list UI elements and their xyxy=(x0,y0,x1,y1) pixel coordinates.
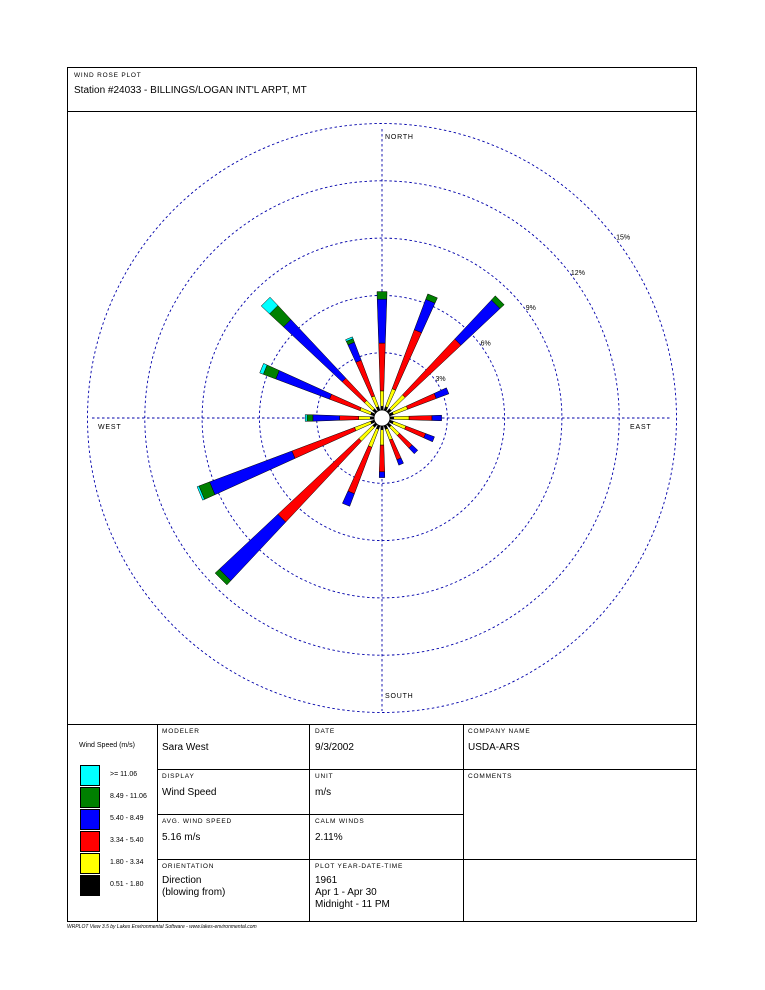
petal-sse-bin-3 xyxy=(389,439,401,460)
ring-label-12: 12% xyxy=(570,269,585,277)
petal-sw-bin-3 xyxy=(278,439,362,523)
petal-wnw-bin-3 xyxy=(330,394,362,410)
petal-ese-bin-2 xyxy=(392,421,406,429)
ring-labels-group xyxy=(435,235,630,383)
ring-label-6: 6% xyxy=(480,340,491,348)
petal-ssw-bin-4 xyxy=(342,491,354,506)
petal-w-bin-4 xyxy=(313,415,340,421)
avg-speed-label: AVG. WIND SPEED xyxy=(162,818,233,825)
petal-se-bin-3 xyxy=(397,433,412,448)
ring-label-15: 15% xyxy=(616,234,631,242)
legend-title: Wind Speed (m/s) xyxy=(79,742,136,749)
petal-w-bin-6 xyxy=(305,415,307,422)
orientation-label: ORIENTATION xyxy=(162,863,215,870)
station-title: Station #24033 - BILLINGS/LOGAN INT'L ARPT, MT xyxy=(74,85,307,96)
compass-south: SOUTH xyxy=(385,693,414,700)
company-label: COMPANY NAME xyxy=(468,728,531,735)
date-label: DATE xyxy=(315,728,336,735)
avg-speed-value: 5.16 m/s xyxy=(162,832,201,843)
software-credit: WRPLOT View 3.5 by Lakes Environmental Software - www.lakes-environmental.com xyxy=(67,924,257,930)
petals-group xyxy=(197,292,504,585)
calm-center xyxy=(374,410,390,426)
petal-ene-bin-4 xyxy=(434,388,449,399)
grid-vline-2 xyxy=(309,724,310,922)
modeler-label: MODELER xyxy=(162,728,200,735)
petal-n-bin-5 xyxy=(377,292,387,300)
legend-swatch-blue xyxy=(80,809,100,830)
wind-rose-chart xyxy=(67,111,697,723)
petal-nnw-bin-4 xyxy=(348,342,361,362)
display-label: DISPLAY xyxy=(162,773,195,780)
petal-se-bin-2 xyxy=(389,425,399,435)
unit-label: UNIT xyxy=(315,773,334,780)
legend-label-1: 0.51 - 1.80 xyxy=(110,881,144,888)
date-value: 9/3/2002 xyxy=(315,742,354,753)
legend-swatch-green xyxy=(80,787,100,808)
petal-nw-bin-3 xyxy=(342,378,367,403)
petal-ese-bin-4 xyxy=(424,434,435,442)
compass-west: WEST xyxy=(98,424,122,431)
petal-nw-bin-4 xyxy=(284,320,346,382)
legend-swatch-red xyxy=(80,831,100,852)
period-label: PLOT YEAR-DATE-TIME xyxy=(315,863,404,870)
petal-ssw-bin-3 xyxy=(348,446,372,494)
petal-ne-bin-4 xyxy=(455,300,500,345)
petal-n-bin-2 xyxy=(380,391,384,406)
grid-hline-3 xyxy=(157,859,697,860)
legend-label-6: >= 11.06 xyxy=(110,771,138,778)
petal-e-bin-4 xyxy=(432,415,442,421)
calm-winds-value: 2.11% xyxy=(315,832,343,843)
legend-swatch-black xyxy=(80,875,100,896)
petal-ese-bin-3 xyxy=(405,426,426,438)
modeler-value: Sara West xyxy=(162,742,209,753)
compass-north: NORTH xyxy=(385,134,414,141)
petal-e-bin-3 xyxy=(409,416,432,421)
petal-nw-bin-2 xyxy=(364,400,374,410)
petal-nne-bin-4 xyxy=(414,299,435,332)
calm-winds-label: CALM WINDS xyxy=(315,818,365,825)
grid-hline-2 xyxy=(157,814,463,815)
legend-label-3: 3.34 - 5.40 xyxy=(110,837,144,844)
info-top-divider xyxy=(68,724,696,725)
legend-swatch-cyan xyxy=(80,765,100,786)
petal-s-bin-4 xyxy=(379,472,385,478)
company-value: USDA-ARS xyxy=(468,742,520,753)
grid-vline-3 xyxy=(463,724,464,922)
petal-w-bin-3 xyxy=(340,416,359,421)
petal-n-bin-1 xyxy=(381,406,384,410)
petal-n-bin-4 xyxy=(377,299,387,343)
legend-swatch-yellow xyxy=(80,853,100,874)
petal-sse-bin-2 xyxy=(385,428,392,440)
petal-wnw-bin-4 xyxy=(276,371,332,400)
orientation-value: Direction (blowing from) xyxy=(162,875,226,898)
ring-label-3: 3% xyxy=(435,375,446,383)
legend-label-2: 1.80 - 3.34 xyxy=(110,859,144,866)
petal-n-bin-3 xyxy=(379,343,386,391)
petal-s-bin-2 xyxy=(380,430,384,445)
display-value: Wind Speed xyxy=(162,787,217,798)
petal-w-bin-2 xyxy=(359,416,371,419)
unit-value: m/s xyxy=(315,787,332,798)
petal-e-bin-2 xyxy=(394,416,409,420)
petal-wsw-bin-4 xyxy=(210,451,295,495)
petal-wnw-bin-2 xyxy=(360,408,372,415)
legend-label-5: 8.49 - 11.06 xyxy=(110,793,147,800)
grid-vline-1 xyxy=(157,724,158,922)
ring-label-9: 9% xyxy=(525,305,536,313)
petal-nnw-bin-2 xyxy=(372,396,379,408)
legend-label-4: 5.40 - 8.49 xyxy=(110,815,144,822)
petal-ene-bin-3 xyxy=(406,393,436,409)
period-value: 1961 Apr 1 - Apr 30 Midnight - 11 PM xyxy=(315,875,390,910)
petal-e-bin-1 xyxy=(390,417,394,420)
grid-hline-1 xyxy=(157,769,697,770)
petal-w-bin-5 xyxy=(307,415,313,422)
comments-label: COMMENTS xyxy=(468,773,513,780)
petal-s-bin-1 xyxy=(381,426,384,430)
petal-w-bin-1 xyxy=(370,417,374,420)
compass-east: EAST xyxy=(630,424,652,431)
petal-s-bin-3 xyxy=(379,445,384,472)
plot-type-label: WIND ROSE PLOT xyxy=(74,72,142,79)
petal-sw-bin-4 xyxy=(219,514,285,580)
